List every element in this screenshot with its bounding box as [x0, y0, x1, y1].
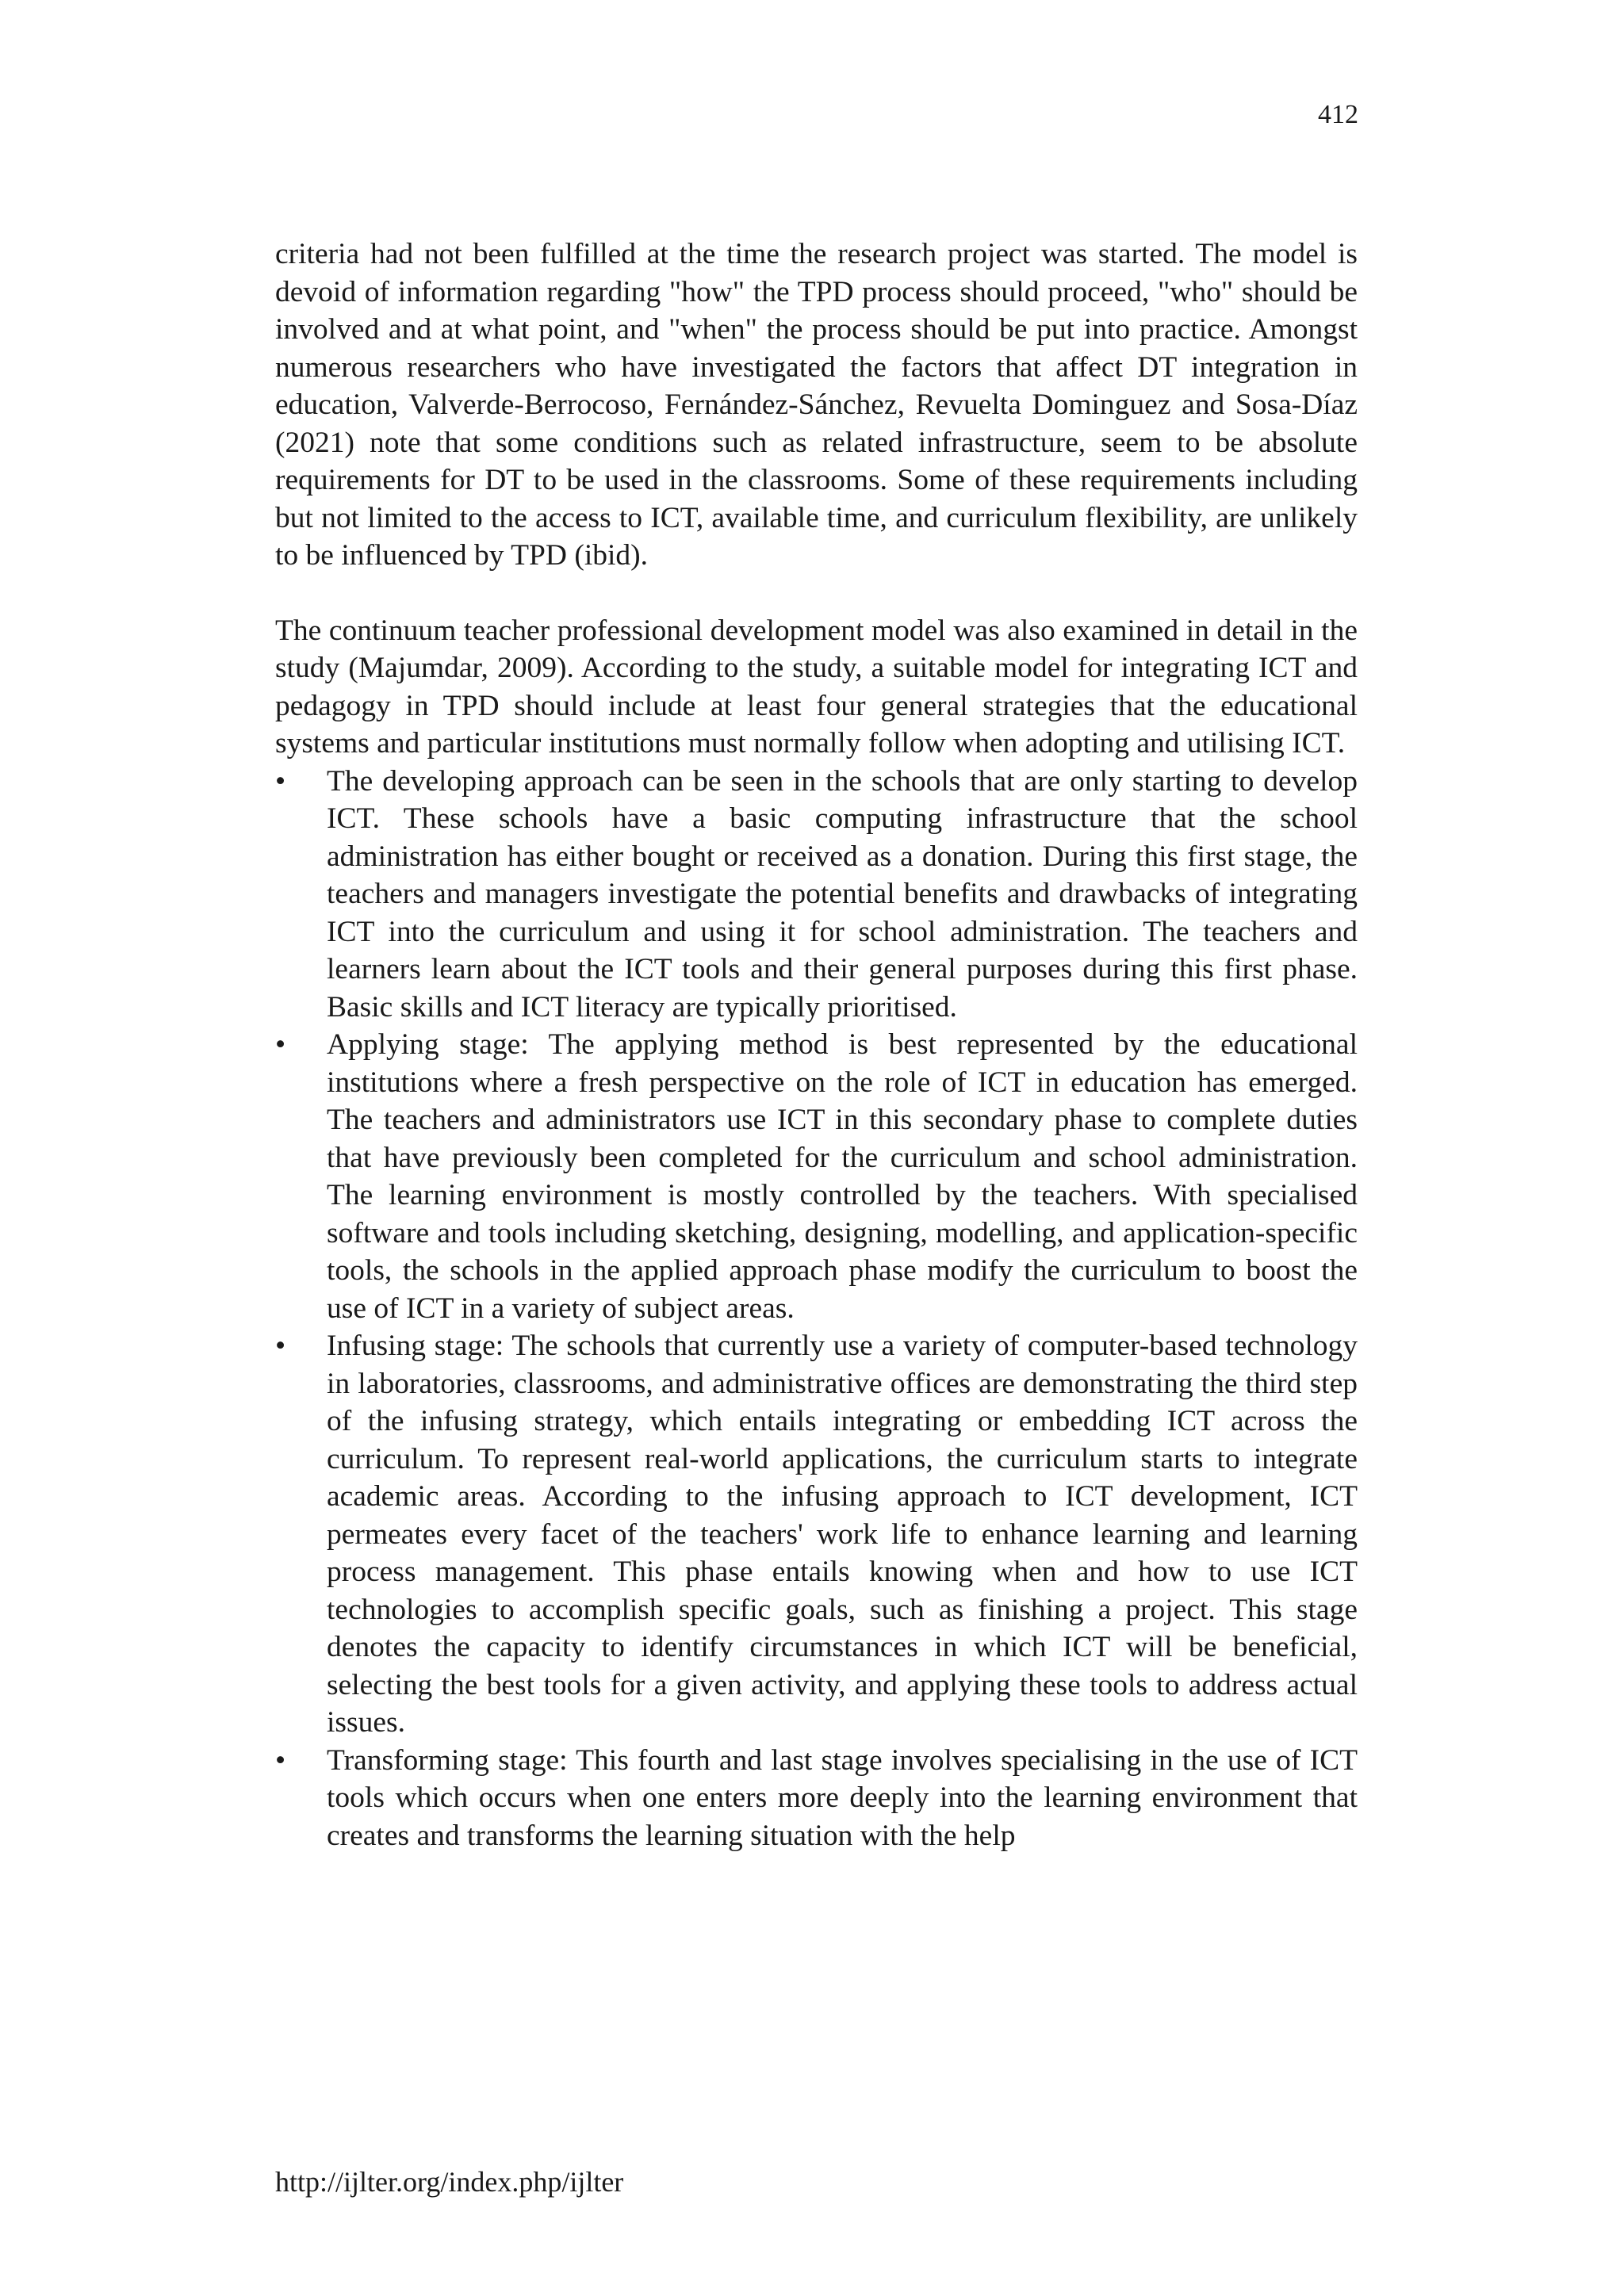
strategy-list — [275, 763, 1358, 1855]
list-item-applying: • Applying stage: The applying method is best represented by the educational institutions where a fresh perspective on the role of ICT in education has emerged. The teachers and administrators use ICT in this secondary phase to complete duties that have previously been completed for the curriculum and school administration. The learning environment is mostly controlled by the teachers. With specialised software and tools including sketching, designing, modelling, and application-specific tools, the schools in the applied approach phase modify the curriculum to boost the use of ICT in a variety of subject areas. — [275, 1026, 1358, 1327]
page-number: 412 — [1318, 100, 1358, 129]
list-item-transforming: • Transforming stage: This fourth and last stage involves specialising in the use of ICT tools which occurs when one enters more deeply into the learning environment that creates and transforms the learning situation with the help — [275, 1742, 1358, 1855]
paragraph-criteria: criteria had not been fulfilled at the time the research project was started. The model is devoid of information regarding "how" the TPD process should proceed, "who" should be involved and at what point, and "when" the process should be put into practice. Amongst numerous researchers who have investigated the factors that affect DT integration in education, Valverde-Berrocoso, Fernández-Sánchez, Revuelta Dominguez and Sosa-Díaz (2021) note that some conditions such as related infrastructure, seem to be absolute requirements for DT to be used in the classrooms. Some of these requirements including but not limited to the access to ICT, available time, and curriculum flexibility, are unlikely to be influenced by TPD (ibid). — [275, 238, 1358, 572]
list-item-developing: • The developing approach can be seen in the schools that are only starting to develop ICT. These schools have a basic computing infrastructure that the school administration has either bought or received as a donation. During this first stage, the teachers and managers investigate the potential benefits and drawbacks of integrating ICT into the curriculum and using it for school administration. The teachers and learners learn about the ICT tools and their general purposes during this first phase. Basic skills and ICT literacy are typically prioritised. — [275, 763, 1358, 1027]
article-body — [275, 235, 1358, 1854]
footer-url-link[interactable]: http://ijlter.org/index.php/ijlter — [275, 2166, 624, 2198]
list-item-infusing: • Infusing stage: The schools that currently use a variety of computer-based technology in laboratories, classrooms, and administrative offices are demonstrating the third step of the infusing strategy, which entails integrating or embedding ICT across the curriculum. To represent real-world applications, the curriculum starts to integrate academic areas. According to the infusing approach to ICT development, ICT permeates every facet of the teachers' work life to enhance learning and learning process management. This phase entails knowing when and how to use ICT technologies to accomplish specific goals, such as finishing a project. This stage denotes the capacity to identify circumstances in which ICT will be beneficial, selecting the best tools for a given activity, and applying these tools to address actual issues. — [275, 1327, 1358, 1742]
paragraph-continuum-model: The continuum teacher professional development model was also examined in detail in the study (Majumdar, 2009). According to the study, a suitable model for integrating ICT and pedagogy in TPD should include at least four general strategies that the educational systems and particular institutions must normally follow when adopting and utilising ICT. — [275, 614, 1358, 760]
